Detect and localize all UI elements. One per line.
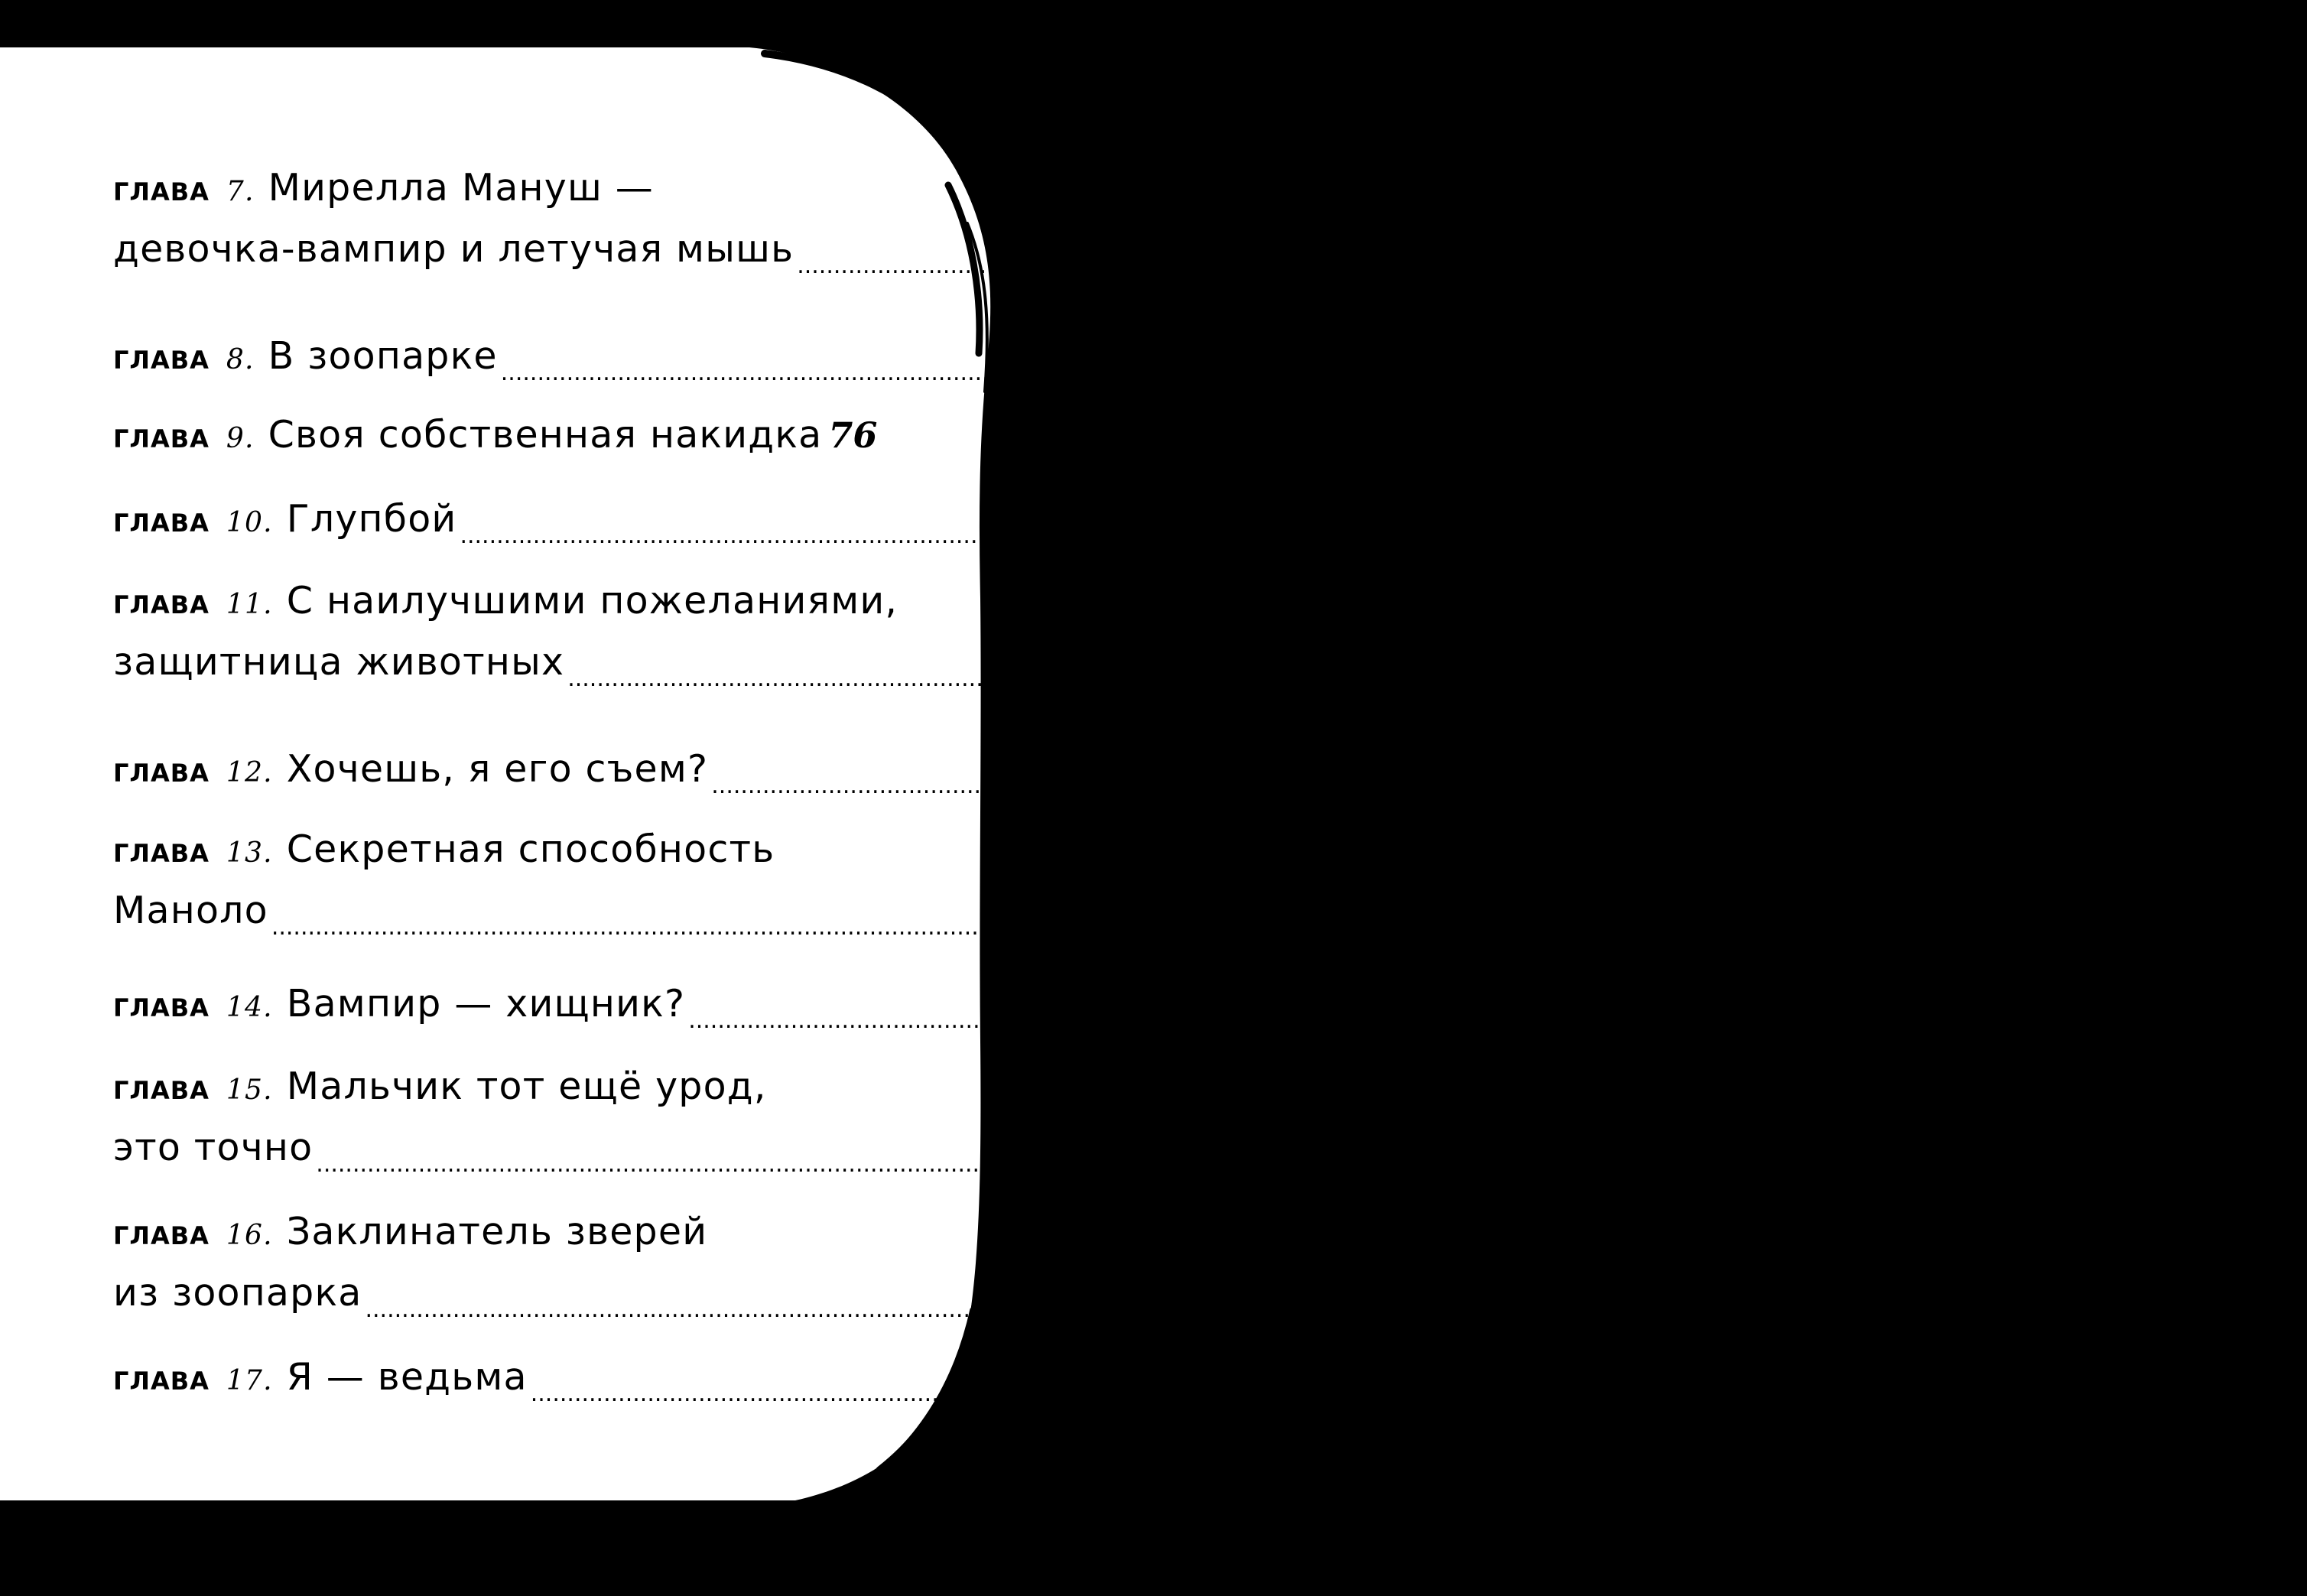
- chapter-number: 12.: [226, 757, 273, 788]
- chapter-title: В зоопарке: [268, 334, 498, 378]
- chapter-title: С наилучшими пожеланиями,: [286, 579, 898, 622]
- toc-line: [113, 334, 2012, 395]
- chapter-title: Вампир — хищник?: [286, 982, 686, 1026]
- chapter-number: 17.: [226, 1365, 273, 1396]
- dot-leader: ........................................................................................................................................................................................................: [711, 772, 2170, 799]
- toc-line: [113, 982, 2224, 1043]
- page-number: 98: [2029, 642, 2078, 683]
- chapter-title: Заклинатель зверей: [286, 1210, 708, 1253]
- dot-leader: ........................................................................................................................................................................................................: [271, 914, 1730, 941]
- book-page: [0, 47, 2307, 1546]
- toc-line: [113, 1271, 1900, 1332]
- chapter-title: из зоопарка: [113, 1271, 362, 1315]
- chapter-label: ГЛАВА: [113, 839, 210, 868]
- page-number: 140: [1826, 1273, 1900, 1314]
- dot-leader: ........................................................................................................................................................................................................: [797, 252, 2256, 279]
- page-number: 119: [1733, 890, 1807, 931]
- toc-line: [113, 413, 878, 474]
- dot-leader: ........................................................................................................................................................................................................: [688, 1007, 2147, 1034]
- chapter-title: Я — ведьма: [286, 1355, 528, 1399]
- chapter-title: это точно: [113, 1126, 314, 1169]
- chapter-title: Хочешь, я его съем?: [286, 747, 709, 791]
- chapter-label: ГЛАВА: [113, 509, 210, 538]
- chapter-label: ГЛАВА: [113, 590, 210, 619]
- dot-leader: ........................................................................................................................................................................................................: [500, 359, 1959, 386]
- chapter-label: ГЛАВА: [113, 346, 210, 375]
- toc-line: [113, 1210, 870, 1271]
- toc-line: [113, 497, 1971, 558]
- chapter-title: Глупбой: [286, 497, 457, 541]
- chapter-label: ГЛАВА: [113, 759, 210, 788]
- page-number: 85: [1921, 499, 1971, 540]
- chapter-title: Мальчик тот ещё урод,: [286, 1065, 767, 1108]
- chapter-label: ГЛАВА: [113, 1367, 210, 1396]
- dot-leader: ........................................................................................................................................................................................................: [316, 1151, 1775, 1178]
- page-number: 109: [2172, 749, 2247, 790]
- page-number: 57: [2258, 229, 2307, 270]
- page-number: 127: [2149, 983, 2224, 1025]
- toc-line: [113, 827, 870, 889]
- toc-line: [113, 1355, 2065, 1416]
- chapter-title: защитница животных: [113, 640, 565, 684]
- chapter-title: Своя собственная накидка: [268, 413, 823, 457]
- chapter-label: ГЛАВА: [113, 993, 210, 1022]
- chapter-label: ГЛАВА: [113, 1221, 210, 1250]
- dot-leader: ........................................................................................................................................................................................................: [567, 665, 2026, 692]
- chapter-number: 9.: [226, 423, 255, 454]
- toc-line: [113, 579, 898, 640]
- chapter-label: ГЛАВА: [113, 424, 210, 453]
- chapter-title: Секретная способность: [286, 827, 775, 871]
- toc-line: [113, 1065, 870, 1126]
- dot-leader: ........................................................................................................................................................................................................: [460, 522, 1919, 549]
- toc-line: [113, 640, 2078, 701]
- chapter-number: 7.: [226, 176, 255, 207]
- chapter-number: 16.: [226, 1220, 273, 1251]
- toc-line: [113, 747, 2247, 808]
- dot-leader: ........................................................................................................................................................................................................: [530, 1380, 1989, 1407]
- page-number: 76: [828, 414, 878, 456]
- chapter-number: 11.: [226, 589, 273, 620]
- page-number: 66: [1962, 336, 2012, 377]
- dot-leader: ........................................................................................................................................................................................................: [365, 1296, 1824, 1323]
- chapter-title: Мирелла Мануш —: [268, 166, 655, 210]
- toc-line: [113, 889, 1807, 950]
- toc-line: [113, 166, 870, 227]
- chapter-title: девочка-вампир и летучая мышь: [113, 227, 794, 271]
- chapter-number: 10.: [226, 507, 273, 538]
- chapter-number: 13.: [226, 837, 273, 869]
- chapter-number: 8.: [226, 344, 255, 375]
- chapter-label: ГЛАВА: [113, 1076, 210, 1105]
- chapter-title: Маноло: [113, 889, 268, 932]
- chapter-label: ГЛАВА: [113, 177, 210, 206]
- chapter-number: 15.: [226, 1074, 273, 1106]
- toc-line: [113, 227, 2307, 288]
- page-number: 134: [1777, 1127, 1851, 1169]
- toc-line: [113, 1126, 1851, 1187]
- page-number: 148: [1991, 1357, 2065, 1398]
- chapter-number: 14.: [226, 992, 273, 1023]
